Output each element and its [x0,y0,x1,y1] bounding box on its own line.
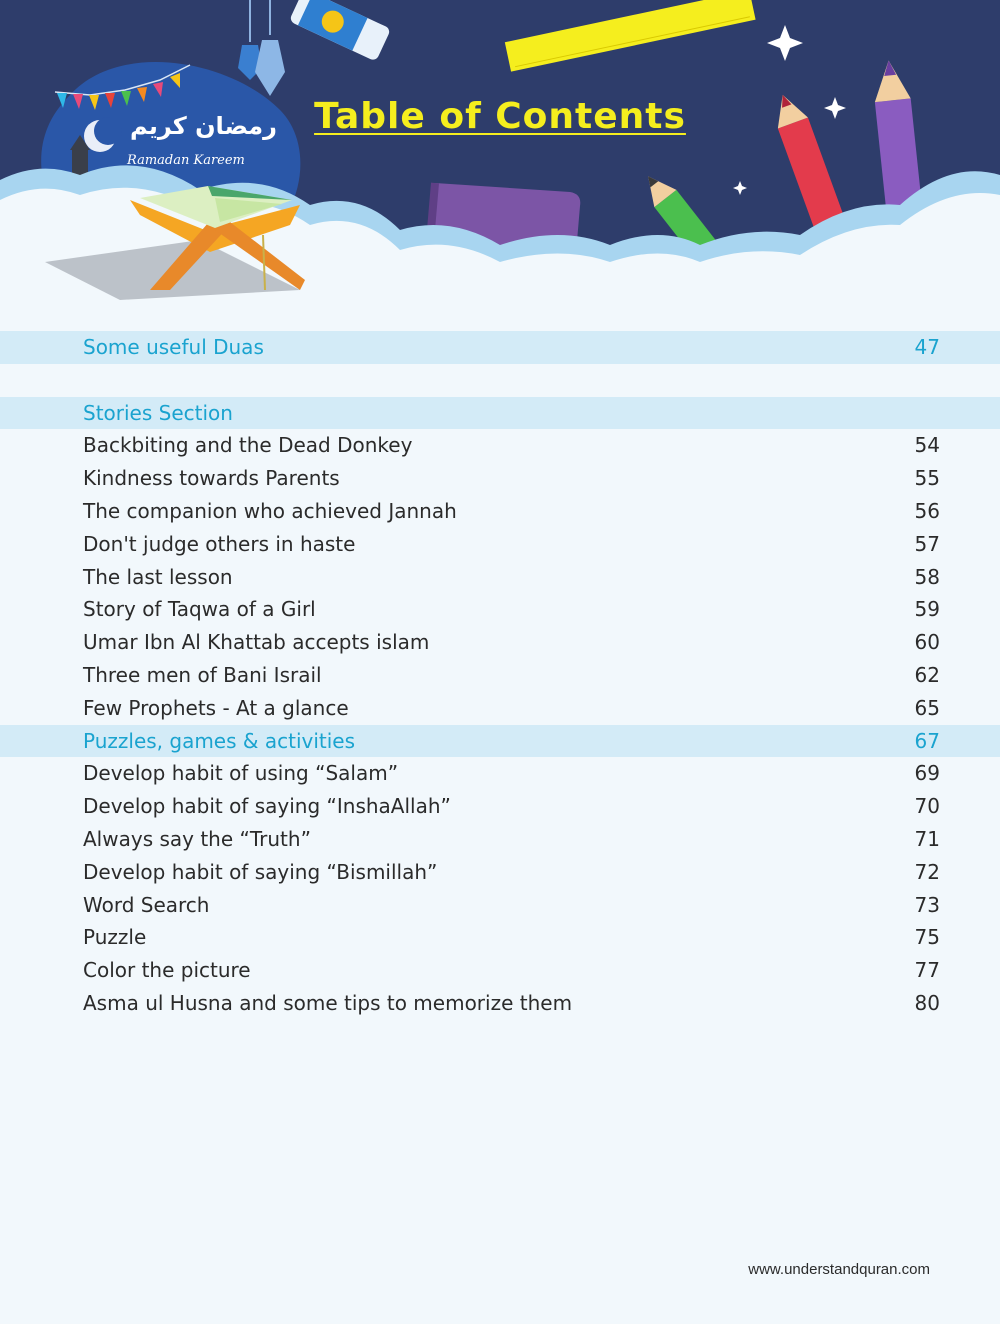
toc-page-number: 67 [914,728,940,753]
toc-entry-row[interactable] [0,889,1000,922]
toc-entry-title: Stories Section [83,400,233,425]
toc-entry-title: Puzzle [83,925,147,950]
toc-page-number: 70 [914,794,940,819]
toc-entry-row[interactable] [0,692,1000,725]
toc-page-number: 62 [914,662,940,687]
table-of-contents [0,331,1000,1020]
toc-entry-title: The companion who achieved Jannah [83,498,457,523]
toc-page-number: 65 [914,695,940,720]
toc-entry-row[interactable] [0,987,1000,1020]
page-title: Table of Contents [314,96,686,137]
toc-entry-title: Develop habit of saying “Bismillah” [83,859,438,884]
toc-page-number: 54 [914,433,940,458]
toc-entry-row[interactable] [0,659,1000,692]
toc-page-number: 55 [914,466,940,491]
toc-entry-title: Always say the “Truth” [83,826,311,851]
toc-entry-title: Word Search [83,892,210,917]
toc-entry-title: Develop habit of using “Salam” [83,761,399,786]
badge-arabic-text: رمضان كريم [130,112,277,140]
badge-latin-text: Ramadan Kareem [127,153,245,168]
toc-page-number: 73 [914,892,940,917]
toc-entry-title: Some useful Duas [83,335,264,359]
toc-entry-title: Story of Taqwa of a Girl [83,597,316,622]
toc-page-number: 58 [914,564,940,589]
toc-entry-row[interactable] [0,561,1000,594]
toc-spacer [0,364,1000,397]
toc-entry-title: Three men of Bani Israil [83,662,322,687]
toc-section-row[interactable] [0,397,1000,430]
header-banner [0,0,1000,320]
toc-page-number: 59 [914,597,940,622]
toc-entry-title: Backbiting and the Dead Donkey [83,433,413,458]
toc-page-number: 69 [914,761,940,786]
toc-entry-row[interactable] [0,593,1000,626]
toc-page-number: 75 [914,925,940,950]
toc-entry-title: Kindness towards Parents [83,466,340,491]
toc-entry-title: Don't judge others in haste [83,531,356,556]
toc-entry-row[interactable] [0,823,1000,856]
toc-section-row[interactable] [0,725,1000,758]
toc-entry-row[interactable] [0,429,1000,462]
footer-url: www.understandquran.com [748,1261,930,1278]
toc-page-number: 57 [914,531,940,556]
toc-entry-row[interactable] [0,790,1000,823]
toc-page-number: 60 [914,630,940,655]
toc-entry-title: Umar Ibn Al Khattab accepts islam [83,630,430,655]
toc-entry-row[interactable] [0,495,1000,528]
toc-entry-title: Puzzles, games & activities [83,728,356,753]
toc-entry-title: Develop habit of saying “InshaAllah” [83,794,451,819]
toc-entry-title: The last lesson [83,564,233,589]
toc-entry-row[interactable] [0,856,1000,889]
toc-entry-row[interactable] [0,462,1000,495]
toc-page-number: 56 [914,498,940,523]
toc-entry-row[interactable] [0,528,1000,561]
toc-entry-row[interactable] [0,626,1000,659]
toc-page-number: 77 [914,958,940,983]
toc-entry-title: Few Prophets - At a glance [83,695,349,720]
toc-entry-title: Asma ul Husna and some tips to memorize them [83,990,573,1015]
toc-entry-row[interactable] [0,921,1000,954]
toc-page-number: 47 [914,335,940,359]
toc-page-number: 72 [914,859,940,884]
toc-entry-row[interactable] [0,757,1000,790]
toc-page-number: 80 [914,990,940,1015]
toc-page-number: 71 [914,826,940,851]
toc-entry-row[interactable] [0,954,1000,987]
toc-section-row[interactable] [0,331,1000,364]
toc-entry-title: Color the picture [83,958,251,983]
